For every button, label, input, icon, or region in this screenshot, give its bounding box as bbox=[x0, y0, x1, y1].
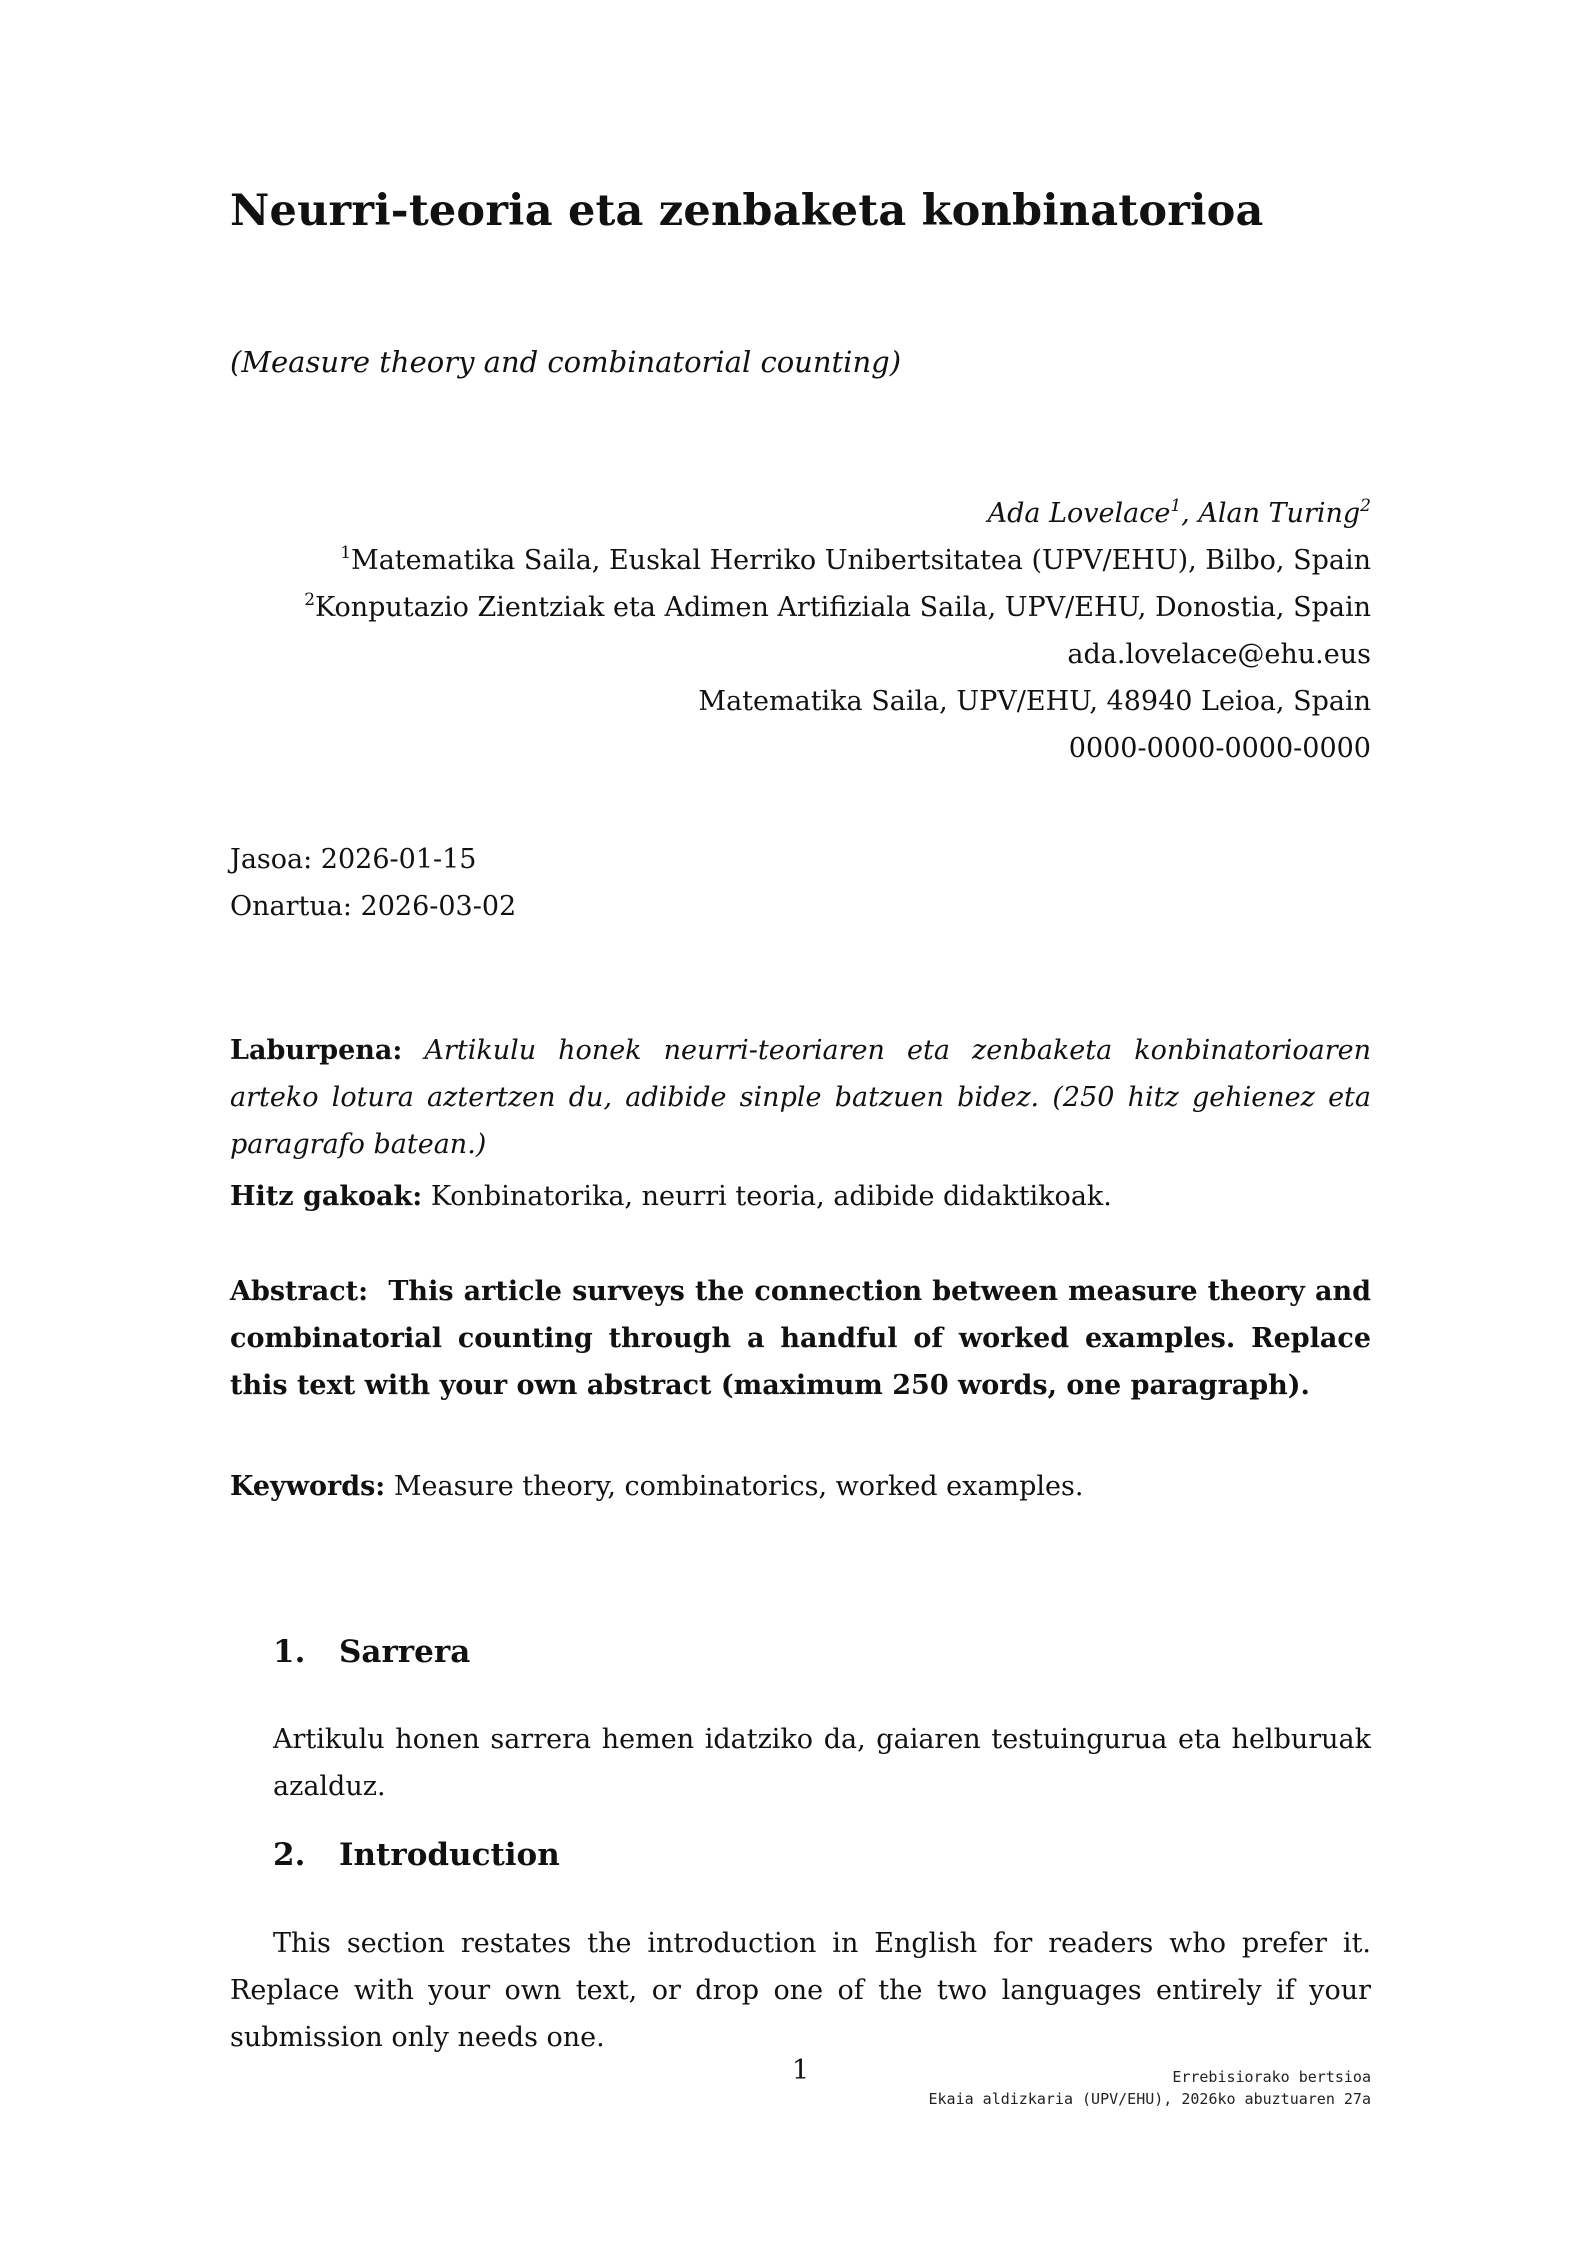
contact-email: ada.lovelace@ehu.eus bbox=[1067, 639, 1371, 670]
hitz-gakoak-paragraph bbox=[230, 1173, 1371, 1220]
author-affiliation-mark: 1 bbox=[1170, 496, 1182, 516]
abstract-paragraph bbox=[230, 1268, 1371, 1409]
received-date: Jasoa: 2026-01-15 bbox=[230, 844, 477, 875]
section-title: Sarrera bbox=[339, 1634, 471, 1670]
abstract-label: Abstract: bbox=[230, 1276, 369, 1307]
affiliation-mark: 2 bbox=[304, 590, 316, 610]
laburpena-paragraph bbox=[230, 1027, 1371, 1168]
keywords-label: Keywords: bbox=[230, 1471, 386, 1502]
hitz-gakoak-text: Konbinatorika, neurri teoria, adibide didaktikoak. bbox=[430, 1181, 1112, 1212]
paper-subtitle: (Measure theory and combinatorial counting) bbox=[230, 345, 902, 379]
contact-address: Matematika Saila, UPV/EHU, 48940 Leioa, Spain bbox=[698, 686, 1371, 717]
author-name: Alan Turing bbox=[1198, 498, 1361, 529]
section-number: 2. bbox=[273, 1837, 306, 1873]
laburpena-text: Artikulu honek neurri-teoriaren eta zenbaketa konbinatorioaren arteko lotura aztertzen du, adibide sinple batzuen bidez. (250 hitz gehienez eta paragrafo batean.) bbox=[230, 1035, 1371, 1160]
affiliation-text: Konputazio Zientziak eta Adimen Artifiziala Saila, UPV/EHU, Donostia, Spain bbox=[315, 592, 1371, 623]
footer-note bbox=[928, 2066, 1371, 2110]
footer-journal: Ekaia aldizkaria (UPV/EHU), 2026ko abuztuaren 27a bbox=[928, 2090, 1371, 2108]
footer-version: Errebisiorako bertsioa bbox=[1172, 2068, 1371, 2086]
section-heading bbox=[273, 1837, 560, 1873]
section-heading bbox=[273, 1634, 470, 1670]
paper-title: Neurri-teoria eta zenbaketa konbinatorioa bbox=[230, 186, 1264, 236]
laburpena-label: Laburpena: bbox=[230, 1035, 403, 1066]
page-number: 1 bbox=[792, 2055, 810, 2086]
affiliation-line bbox=[304, 537, 1371, 584]
section-title: Introduction bbox=[339, 1837, 560, 1873]
submission-dates bbox=[230, 836, 516, 930]
accepted-date: Onartua: 2026-03-02 bbox=[230, 891, 517, 922]
section-number: 1. bbox=[273, 1634, 306, 1670]
affiliation-text: Matematika Saila, Euskal Herriko Unibertsitatea (UPV/EHU), Bilbo, Spain bbox=[351, 545, 1371, 576]
affiliation-line bbox=[304, 584, 1371, 631]
author-name: Ada Lovelace bbox=[987, 498, 1171, 529]
affiliation-mark: 1 bbox=[340, 543, 352, 563]
author-separator: , bbox=[1181, 498, 1199, 529]
section-body: This section restates the introduction in English for readers who prefer it. Replace with your own text, or drop one of the two languages entirely if your submission only needs one. bbox=[230, 1928, 1371, 2053]
author-list bbox=[988, 490, 1371, 537]
author-affiliation-mark: 2 bbox=[1360, 496, 1371, 516]
affiliation-block bbox=[304, 537, 1371, 772]
keywords-text: Measure theory, combinatorics, worked examples. bbox=[393, 1471, 1084, 1502]
orcid: 0000-0000-0000-0000 bbox=[1068, 733, 1371, 764]
abstract-text: This article surveys the connection between measure theory and combinatorial counting through a handful of worked examples. Replace this text with your own abstract (maximum 250 words, one paragraph). bbox=[230, 1276, 1371, 1401]
hitz-gakoak-label: Hitz gakoak: bbox=[230, 1181, 423, 1212]
section-body: Artikulu honen sarrera hemen idatziko da, gaiaren testuingurua eta helburuak azalduz. bbox=[273, 1724, 1371, 1802]
keywords-paragraph bbox=[230, 1463, 1371, 1510]
